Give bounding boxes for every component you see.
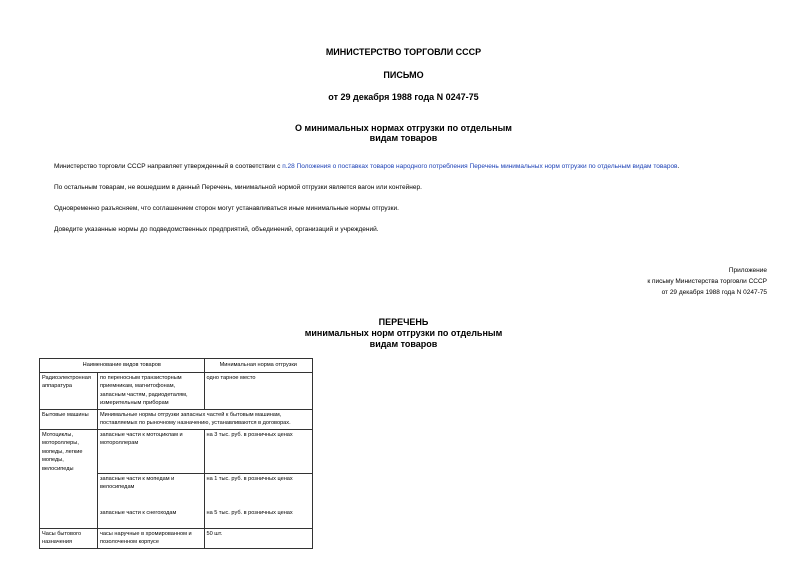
table-row: [40, 528, 313, 548]
table-row: [40, 372, 313, 409]
paragraph-1-end: .: [677, 163, 680, 170]
table-row: [40, 429, 313, 473]
norm-cell: на 3 тыс. руб. в розничных ценах: [204, 429, 313, 473]
item-cell: по переносным транзисторным приемникам, магнитофонам, запасным частям, радиодеталям, измерительным приборам: [97, 372, 204, 409]
paragraph-3: Одновременно разъясняем, что соглашением сторон могут устанавливаться иные минимальные нормы отгрузки.: [54, 205, 399, 212]
paragraph-1: [54, 163, 679, 170]
list-title: ПЕРЕЧЕНЬ: [378, 317, 429, 327]
category-cell: Бытовые машины: [40, 409, 98, 429]
category-cell: Часы бытового назначения: [40, 528, 98, 548]
norm-cell: 50 шт.: [204, 528, 313, 548]
doc-date-number: от 29 декабря 1988 года N 0247-75: [328, 92, 479, 102]
category-cell: Радиоэлектронная аппаратура: [40, 372, 98, 409]
ministry-title: МИНИСТЕРСТВО ТОРГОВЛИ СССР: [325, 47, 482, 57]
table-row: [40, 409, 313, 429]
col-header-norm: Минимальная норма отгрузки: [204, 359, 313, 373]
category-cell: Мотоциклы, мотороллеры, мопеды, легкие мопеды, велосипеды: [40, 429, 98, 528]
norm-cell: на 5 тыс. руб. в розничных ценах: [204, 508, 313, 528]
item-cell: часы наручные в хромированном и позолоченном корпусе: [97, 528, 204, 548]
appendix-line3: от 29 декабря 1988 года N 0247-75: [661, 289, 767, 296]
norm-cell: на 1 тыс. руб. в розничных ценах: [204, 473, 313, 508]
paragraph-2: По остальным товарам, не вошедшим в данный Перечень, минимальной нормой отгрузки является вагон или контейнер.: [54, 184, 422, 191]
norms-list-link[interactable]: Перечень минимальных норм отгрузки по отдельным видам товаров: [469, 163, 678, 170]
paragraph-4: Доведите указанные нормы до подведомственных предприятий, объединений, организаций и учреждений.: [54, 226, 379, 233]
doc-subject-line1: О минимальных нормах отгрузки по отдельным: [295, 123, 512, 133]
list-subtitle-line2: видам товаров: [369, 339, 438, 349]
list-subtitle-line1: минимальных норм отгрузки по отдельным: [304, 328, 503, 338]
doc-type: ПИСЬМО: [383, 70, 424, 80]
item-cell: запасные части к мопедам и велосипедам: [97, 473, 204, 508]
appendix-line2: к письму Министерства торговли СССР: [647, 278, 767, 285]
paragraph-1-prefix: Министерство торговли СССР направляет утвержденный в соответствии с: [54, 163, 283, 170]
col-header-goods: Наименование видов товаров: [40, 359, 205, 373]
item-cell: запасные части к снегоходам: [97, 508, 204, 528]
note-cell: Минимальные нормы отгрузки запасных частей к бытовым машинам, поставляемых по рыночному назначению, устанавливаются в договорах.: [97, 409, 312, 429]
norms-table: [39, 358, 313, 549]
norm-cell: одно тарное место: [204, 372, 313, 409]
appendix-line1: Приложение: [728, 267, 767, 274]
table-header-row: [40, 359, 313, 373]
appendix-block: [647, 265, 767, 298]
regulation-link[interactable]: п.28 Положения о поставках товаров народного потребления: [282, 163, 468, 170]
doc-subject-line2: видам товаров: [369, 133, 438, 143]
item-cell: запасные части к мотоциклам и мотороллерам: [97, 429, 204, 473]
